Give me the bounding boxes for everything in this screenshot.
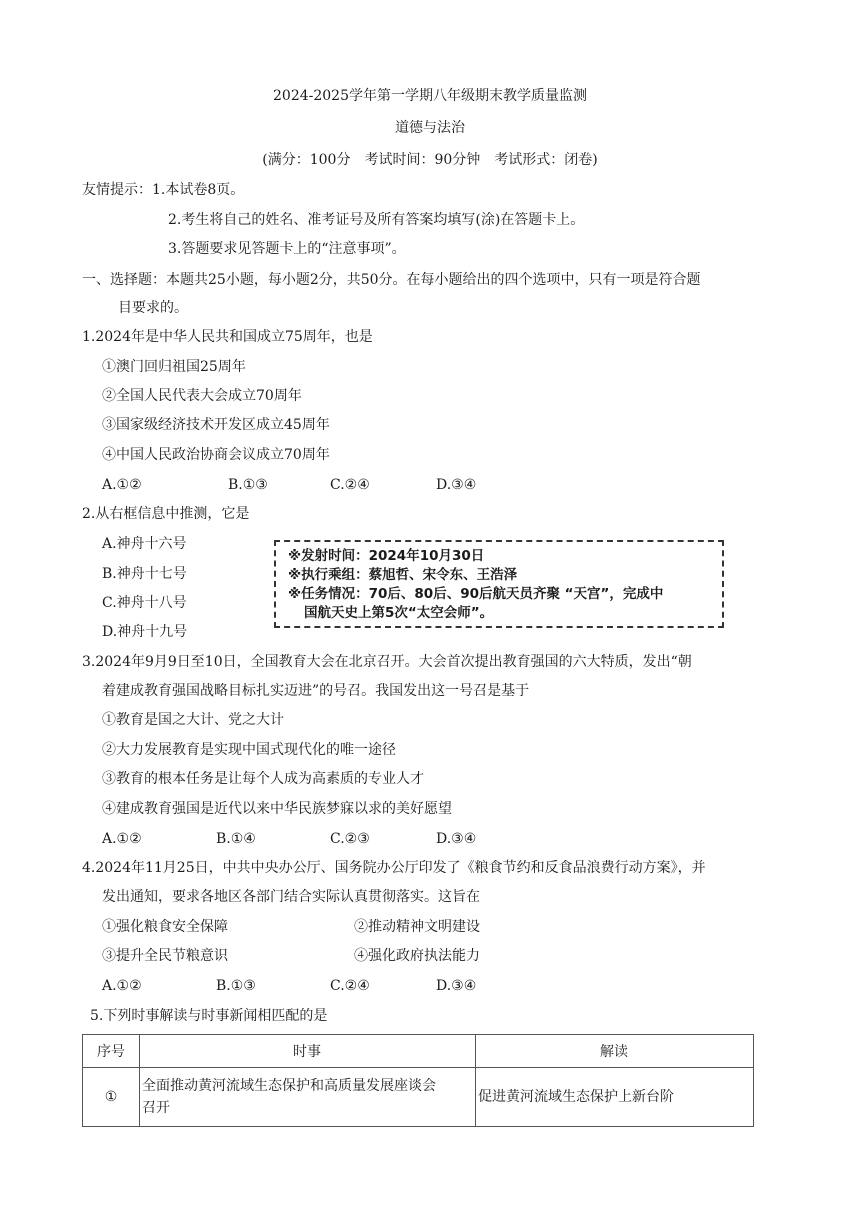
question-1-stem: 1.2024年是中华人民共和国成立75周年，也是 [82,329,373,345]
event-text: 全面推动黄河流域生态保护和高质量发展座谈会 [142,1078,436,1094]
table-cell-reading: 促进黄河流域生态保护上新台阶 [476,1068,754,1127]
q2-option-a: A.神舟十六号 [102,536,187,552]
exam-subject: 道德与法治 [395,120,465,136]
q3-item: ④建成教育强国是近代以来中华民族梦寐以求的美好愿望 [102,801,452,817]
q3-option-a: A.①② [102,831,142,847]
tip-item: 2.考生将自己的姓名、准考证号及所有答案均填写(涂)在答题卡上。 [168,212,585,228]
q1-option-d: D.③④ [436,477,477,493]
section-heading-cont: 目要求的。 [118,300,188,316]
tip-item: 1.本试卷8页。 [152,182,245,198]
table-cell-event [140,1068,476,1127]
table-header: 解读 [476,1035,754,1068]
q4-item: ③提升全民节粮意识 [102,948,228,964]
q4-item: ④强化政府执法能力 [354,948,480,964]
q1-option-a: A.①② [102,477,142,493]
question-4-stem: 4.2024年11月25日，中共中央办公厅、国务院办公厅印发了《粮食节约和反食品浪费行动方案》，并 [82,860,706,876]
q1-option-b: B.①③ [228,477,268,493]
q3-option-d: D.③④ [436,831,477,847]
q1-item: ②全国人民代表大会成立70周年 [102,388,302,404]
q4-option-b: B.①③ [216,978,256,994]
q3-item: ③教育的根本任务是让每个人成为高素质的专业人才 [102,771,424,787]
q3-item: ②大力发展教育是实现中国式现代化的唯一途径 [102,742,396,758]
info-box-line: ※任务情况：70后、80后、90后航天员齐聚 “天宫”，完成中 [288,586,664,602]
q2-option-c: C.神舟十八号 [102,595,187,611]
question-3-stem: 3.2024年9月9日至10日，全国教育大会在北京召开。大会首次提出教育强国的六大特质，发出“朝 [82,654,692,670]
q1-item: ④中国人民政治协商会议成立70周年 [102,447,330,463]
table-header: 时事 [140,1035,476,1068]
info-box [274,540,724,628]
q3-option-c: C.②③ [330,831,370,847]
tips-line-1 [82,180,244,200]
question-5-stem: 5.下列时事解读与时事新闻相匹配的是 [90,1008,328,1024]
q1-item: ①澳门回归祖国25周年 [102,359,246,375]
section-heading: 一、选择题：本题共25小题，每小题2分，共50分。在每小题给出的四个选项中，只有一项是符合题 [82,272,701,288]
tips-label: 友情提示： [82,182,152,198]
q2-option-d: D.神舟十九号 [102,624,188,640]
q4-item: ①强化粮食安全保障 [102,919,228,935]
info-box-line: ※执行乘组：蔡旭哲、宋令东、王浩泽 [288,567,518,583]
table-cell-num: ① [83,1068,140,1127]
info-box-line: 国航天史上第5次“太空会师”。 [304,605,494,621]
q4-option-c: C.②④ [330,978,370,994]
table-row [83,1068,754,1127]
question-2-stem: 2.从右框信息中推测，它是 [82,506,250,522]
q3-option-b: B.①④ [216,831,256,847]
info-box-line: ※发射时间：2024年10月30日 [288,548,485,564]
q3-item: ①教育是国之大计、党之大计 [102,712,284,728]
q4-option-a: A.①② [102,978,142,994]
question-4-stem-cont: 发出通知，要求各地区各部门结合实际认真贯彻落实。这旨在 [102,889,480,905]
tip-item: 3.答题要求见答题卡上的“注意事项”。 [168,241,406,257]
q1-option-c: C.②④ [330,477,370,493]
q1-item: ③国家级经济技术开发区成立45周年 [102,417,330,433]
exam-title: 2024-2025学年第一学期八年级期末教学质量监测 [273,88,587,104]
q2-option-b: B.神舟十七号 [102,566,187,582]
table-header: 序号 [83,1035,140,1068]
q4-item: ②推动精神文明建设 [354,919,480,935]
exam-info: (满分：100分 考试时间：90分钟 考试形式：闭卷) [262,152,598,168]
question-3-stem-cont: 着建成教育强国战略目标扎实迈进”的号召。我国发出这一号召是基于 [102,683,530,699]
event-text: 召开 [142,1100,170,1116]
table-header-row [83,1035,754,1068]
q4-option-d: D.③④ [436,978,477,994]
events-table [82,1034,754,1127]
